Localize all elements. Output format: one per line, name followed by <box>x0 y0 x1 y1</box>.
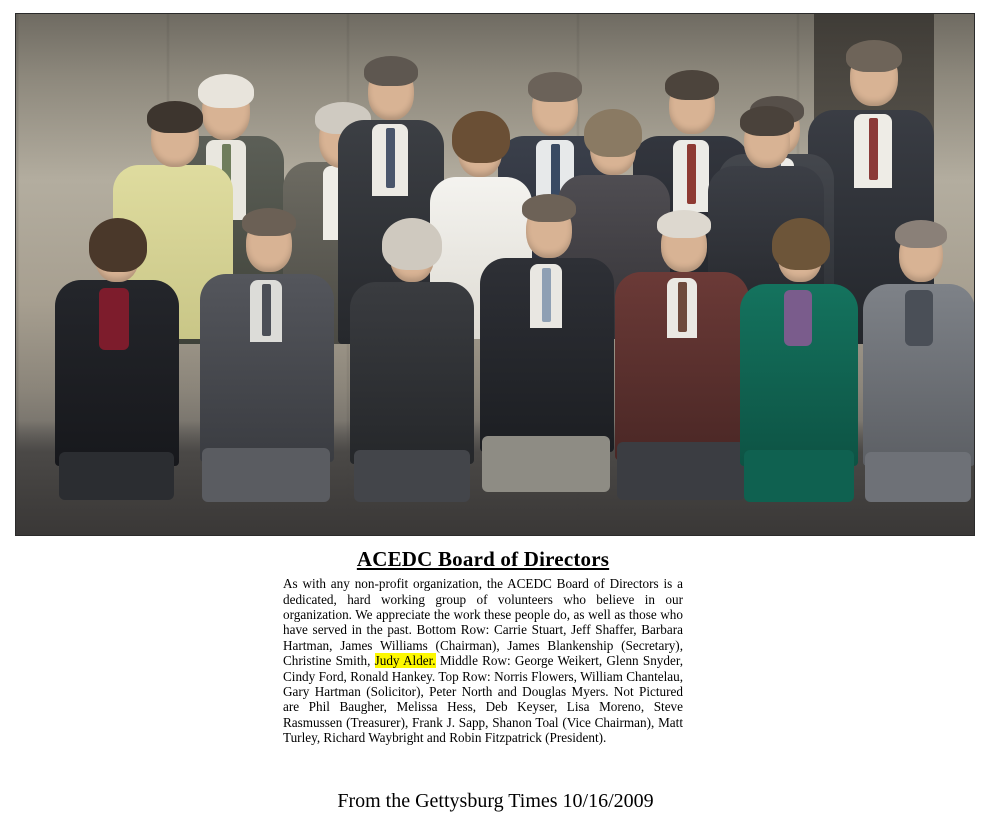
photo-person-bottom-4 <box>476 182 616 502</box>
photo-person-bottom-5 <box>611 192 751 502</box>
highlighted-name: Judy Alder. <box>374 653 436 669</box>
photo-person-bottom-3 <box>346 202 476 502</box>
board-group-photo <box>15 13 975 536</box>
photo-person-bottom-1 <box>51 202 181 502</box>
caption-title: ACEDC Board of Directors <box>356 547 610 571</box>
photo-person-bottom-7 <box>861 202 975 502</box>
source-attribution: From the Gettysburg Times 10/16/2009 <box>337 790 654 812</box>
photo-bottom-row <box>16 14 974 536</box>
photo-person-bottom-2 <box>196 192 336 502</box>
caption-intro-text: As with any non-profit organization, the ACEDC Board of Directors is a dedicated, hard working group of volunteers who believe in our organization. We appreciate the work these people do, as well as those who have served in the past. Bottom Row: Carrie Stuart, Jeff Shaffer, Barbara Hartman, James Williams (Chairman), James Blankenship (Secretary), Christine Smith, <box>283 576 683 669</box>
caption-body <box>283 576 683 745</box>
caption-block <box>283 548 683 746</box>
caption-rest-text: Middle Row: George Weikert, Glenn Snyder, Cindy Ford, Ronald Hankey. Top Row: Norris Flowers, William Chantelau, Gary Hartman (Solicitor), Peter North and Douglas Myers. Not Pictured are Phil Baugher, Melissa Hess, Deb Keyser, Lisa Moreno, Steve Rasmussen (Treasurer), Frank J. Sapp, Shanon Toal (Vice Chairman), Matt Turley, Richard Waybright and Robin Fitzpatrick (President). <box>283 653 683 746</box>
photo-person-bottom-6 <box>736 202 861 502</box>
